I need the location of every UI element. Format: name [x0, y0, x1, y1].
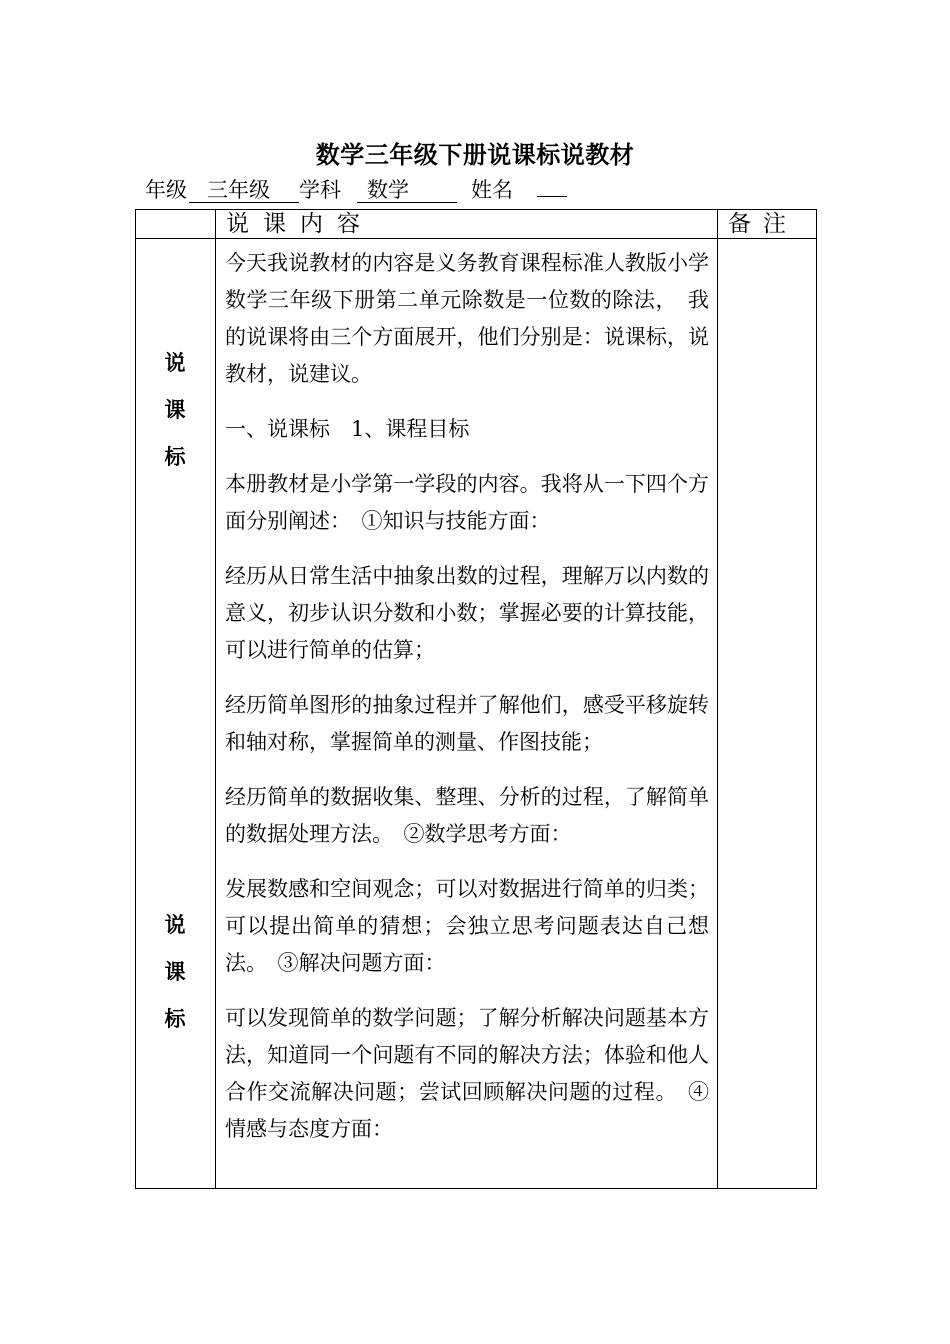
- content-paragraph: 本册教材是小学第一学段的内容。我将从一下四个方面分别阐述： ①知识与技能方面：: [225, 472, 709, 533]
- content-paragraph: 今天我说教材的内容是义务教育课程标准人教版小学数学三年级下册第二单元除数是一位数的除法， 我的说课将由三个方面展开，他们分别是：说课标，说教材，说建议。: [225, 251, 709, 386]
- side-char: 说: [164, 912, 186, 937]
- side-char: 标: [164, 1006, 186, 1031]
- header-content-cell: 说课内容: [216, 210, 718, 239]
- content-paragraph: 一、说课标 1、课程目标: [225, 417, 470, 441]
- content-paragraph: 可以发现简单的数学问题；了解分析解决问题基本方法，知道同一个问题有不同的解决方法；体验和他人合作交流解决问题；尝试回顾解决问题的过程。 ④情感与态度方面：: [225, 1006, 709, 1141]
- header-info-line: [145, 174, 567, 204]
- side-label-bottom: [136, 901, 214, 1042]
- subject-label: 学科: [299, 178, 341, 202]
- content-paragraph: 经历从日常生活中抽象出数的过程，理解万以内数的意义，初步认识分数和小数；掌握必要的计算技能，可以进行简单的估算；: [225, 564, 709, 662]
- note-cell: [718, 239, 817, 1189]
- table-header-row: [136, 210, 817, 239]
- side-char: 标: [164, 444, 186, 469]
- subject-value: 数学: [357, 178, 457, 203]
- table-body-row: [136, 239, 817, 1189]
- content-paragraph: 发展数感和空间观念；可以对数据进行简单的归类；可以提出简单的猜想；会独立思考问题表达自己想法。 ③解决问题方面：: [225, 877, 709, 975]
- side-label-cell: [136, 239, 216, 1189]
- header-blank-cell: [136, 210, 216, 239]
- side-char: 说: [164, 350, 186, 375]
- name-label: 姓名: [471, 178, 513, 202]
- side-char: 课: [164, 959, 186, 984]
- document-title: 数学三年级下册说课标说教材: [315, 140, 635, 169]
- grade-value: 三年级: [189, 178, 299, 203]
- content-cell: [216, 239, 718, 1189]
- content-paragraph: 经历简单图形的抽象过程并了解他们，感受平移旋转和轴对称，掌握简单的测量、作图技能；: [225, 693, 709, 754]
- grade-label: 年级: [145, 178, 187, 202]
- header-note-cell: 备注: [718, 210, 817, 239]
- side-label-top: [136, 339, 214, 480]
- lesson-table: [135, 209, 817, 1189]
- content-paragraph: 经历简单的数据收集、整理、分析的过程，了解简单的数据处理方法。 ②数学思考方面：: [225, 785, 709, 846]
- name-value: [537, 196, 567, 197]
- side-char: 课: [164, 397, 186, 422]
